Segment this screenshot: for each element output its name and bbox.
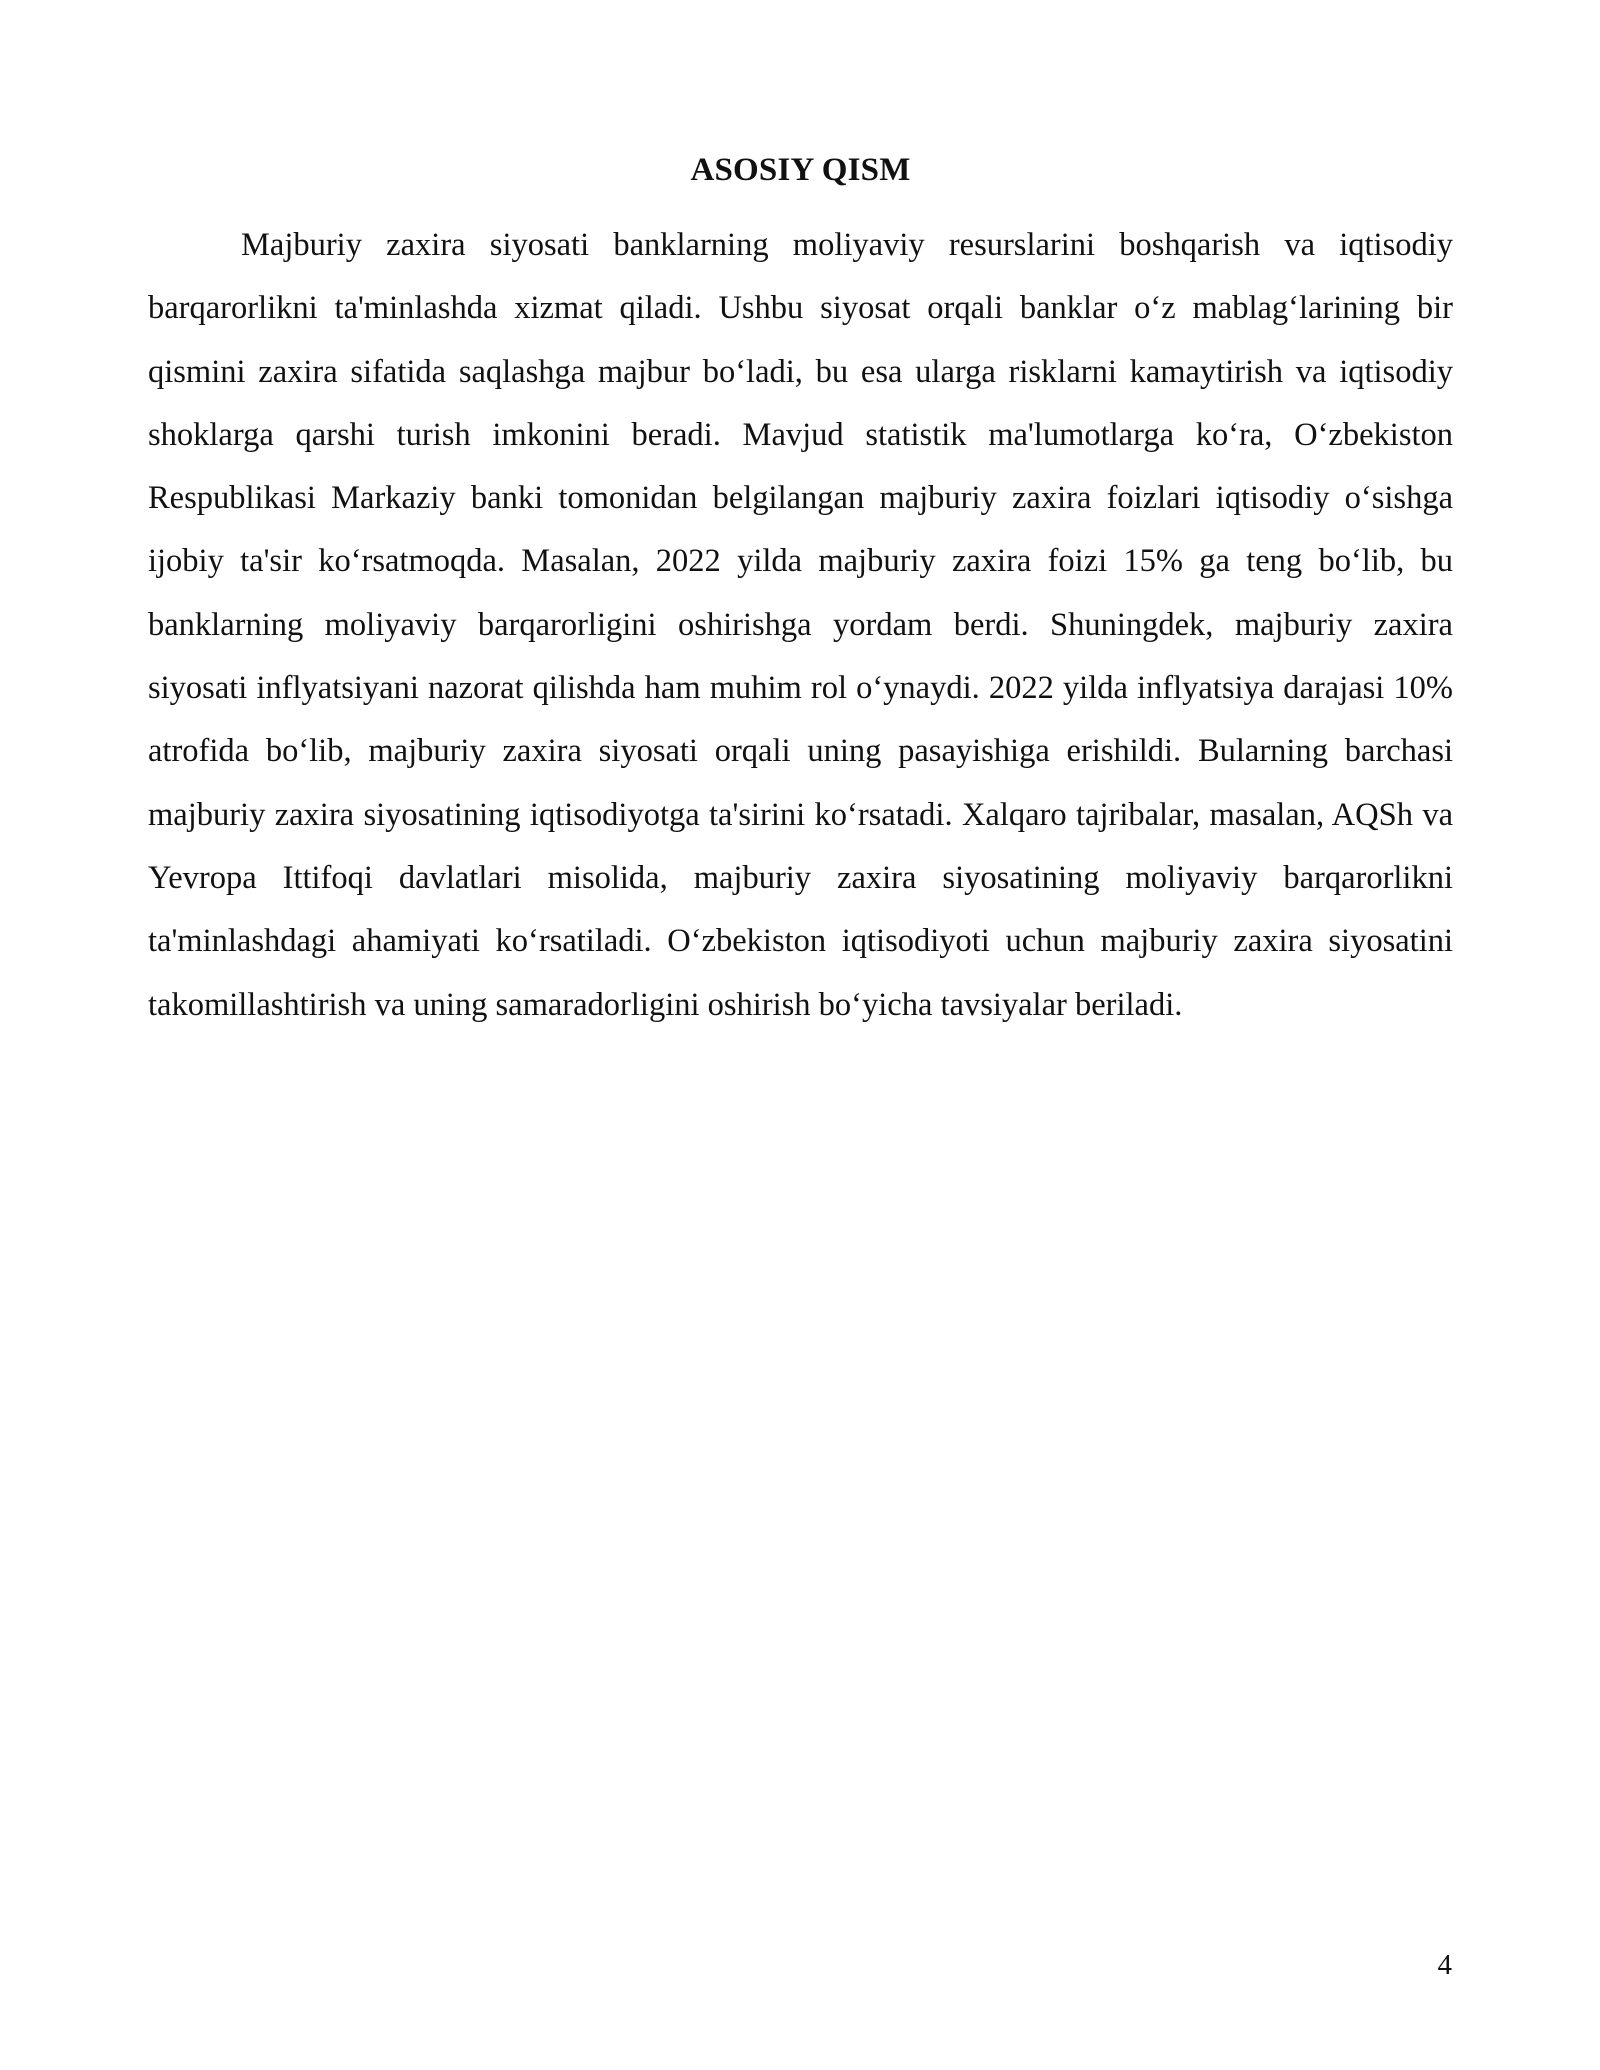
body-paragraph: Majburiy zaxira siyosati banklarning moliyaviy resurslarini boshqarish va iqtisodiy barqarorlikni ta'minlashda xizmat qiladi. Ushbu siyosat orqali banklar o‘z mablag‘larining bir qismini zaxira sifatida saqlashga majbur bo‘ladi, bu esa ularga risklarni kamaytirish va iqtisodiy shoklarga qarshi turish imkonini beradi. Mavjud statistik ma'lumotlarga ko‘ra, O‘zbekiston Respublikasi Markaziy banki tomonidan belgilangan majburiy zaxira foizlari iqtisodiy o‘sishga ijobiy ta'sir ko‘rsatmoqda. Masalan, 2022 yilda majburiy zaxira foizi 15% ga teng bo‘lib, bu banklarning moliyaviy barqarorligini oshirishga yordam berdi. Shuningdek, majburiy zaxira siyosati inflyatsiyani nazorat qilishda ham muhim rol o‘ynaydi. 2022 yilda inflyatsiya darajasi 10% atrofida bo‘lib, majburiy zaxira siyosati orqali uning pasayishiga erishildi. Bularning barchasi majburiy zaxira siyosatining iqtisodiyotga ta'sirini ko‘rsatadi. Xalqaro tajribalar, masalan, AQSh va Yevropa Ittifoqi davlatlari misolida, majburiy zaxira siyosatining moliyaviy barqarorlikni ta'minlashdagi ahamiyati ko‘rsatiladi. O‘zbekiston iqtisodiyoti uchun majburiy zaxira siyosatini takomillashtirish va uning samaradorligini oshirish bo‘yicha tavsiyalar beriladi. bbox=[148, 227, 1453, 1023]
page-number: 4 bbox=[1437, 1949, 1452, 1981]
section-heading: ASOSIY QISM bbox=[690, 152, 911, 188]
